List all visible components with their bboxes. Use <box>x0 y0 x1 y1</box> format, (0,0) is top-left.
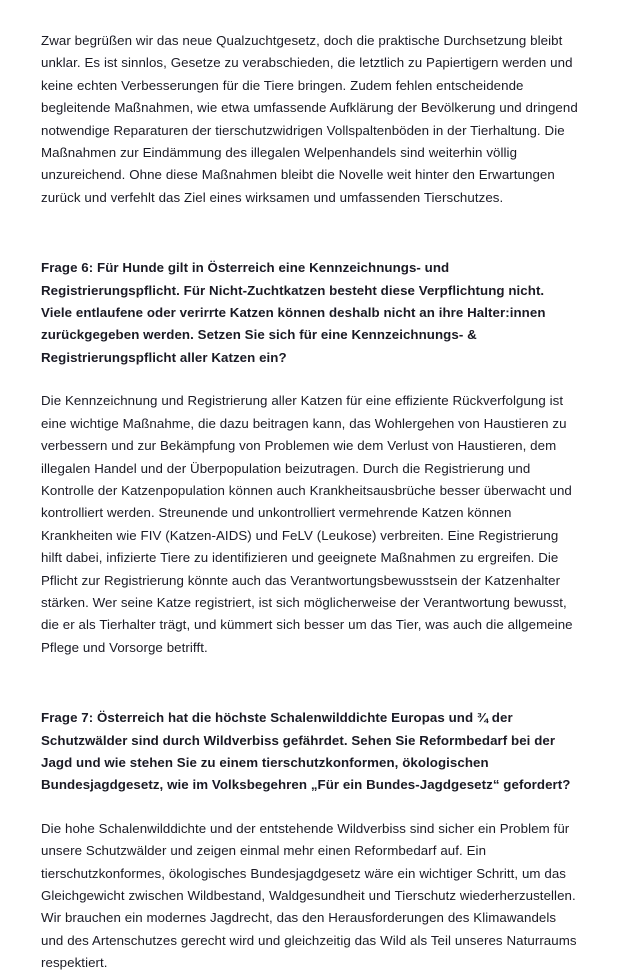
section-spacer-2 <box>41 659 578 707</box>
document-body <box>41 30 578 975</box>
question-heading-frage-7: Frage 7: Österreich hat die höchste Schalenwilddichte Europas und ¾ der Schutzwälder sind durch Wildverbiss gefährdet. Sehen Sie Reformbedarf bei der Jagd und wie stehen Sie zu einem tierschutzkonformen, ökologischen Bundesjagdgesetz, wie im Volksbegehren „Für ein Bundes-Jagdgesetz“ gefordert? <box>41 710 571 793</box>
answer-paragraph-frage-7: Die hohe Schalenwilddichte und der entstehende Wildverbiss sind sicher ein Problem für unsere Schutzwälder und zeigen einmal mehr einen Reformbedarf auf. Ein tierschutzkonformes, ökologisches Bundesjagdgesetz wäre ein wichtiger Schritt, um das Gleichgewicht zwischen Wildbestand, Waldgesundheit und Tierschutz wiederherzustellen. Wir brauchen ein modernes Jagdrecht, das den Herausforderungen des Klimawandels und des Artenschutzes gerecht wird und gleichzeitig das Wild als Teil unseres Naturraums respektiert. <box>41 820 577 971</box>
question-section-frage-7 <box>41 707 578 974</box>
question-section-frage-6 <box>41 257 578 659</box>
section-spacer-1 <box>41 209 578 257</box>
answer-paragraph-frage-6: Die Kennzeichnung und Registrierung aller Katzen für eine effiziente Rückverfolgung ist eine wichtige Maßnahme, die dazu beitragen kann, das Wohlergehen von Haustieren zu verbessern und zur Bekämpfung von Problemen wie dem Verlust von Haustieren, dem illegalen Handel und der Überpopulation beizutragen. Durch die Registrierung und Kontrolle der Katzenpopulation können auch Krankheitsausbrüche besser überwacht und kontrolliert werden. Streunende und unkontrolliert vermehrende Katzen können Krankheiten wie FIV (Katzen-AIDS) und FeLV (Leukose) verbreiten. Eine Registrierung hilft dabei, infizierte Tiere zu identifizieren und geeignete Maßnahmen zu ergreifen. Die Pflicht zur Registrierung könnte auch das Verantwortungsbewusstsein der Katzenhalter stärken. Wer seine Katze registriert, ist sich möglicherweise der Verantwortung bewusst, die er als Tierhalter trägt, und kümmert sich besser um das Tier, was auch die allgemeine Pflege und Vorsorge betrifft. <box>41 393 573 655</box>
question-heading-frage-6: Frage 6: Für Hunde gilt in Österreich eine Kennzeichnungs- und Registrierungspflicht. Für Nicht-Zuchtkatzen besteht diese Verpflichtung nicht. Viele entlaufene oder verirrte Katzen können deshalb nicht an ihre Halter:innen zurückgegeben werden. Setzen Sie sich für eine Kennzeichnungs- & Registrierungspflicht aller Katzen ein? <box>41 260 546 365</box>
intro-paragraph: Zwar begrüßen wir das neue Qualzuchtgesetz, doch die praktische Durchsetzung bleibt unklar. Es ist sinnlos, Gesetze zu verabschieden, die letztlich zu Papiertigern werden und keine echten Verbesserungen für die Tiere bringen. Zudem fehlen entscheidende begleitende Maßnahmen, wie etwa umfassende Aufklärung der Bevölkerung und dringend notwendige Reparaturen der tierschutzwidrigen Vollspaltenböden in der Tierhaltung. Die Maßnahmen zur Eindämmung des illegalen Welpenhandels sind weiterhin völlig unzureichend. Ohne diese Maßnahmen bleibt die Novelle weit hinter den Erwartungen zurück und verfehlt das Ziel eines wirksamen und umfassenden Tierschutzes. <box>41 33 578 205</box>
question-answer-spacer-frage-6 <box>41 369 578 390</box>
question-answer-spacer-frage-7 <box>41 797 578 818</box>
intro-section <box>41 30 578 209</box>
